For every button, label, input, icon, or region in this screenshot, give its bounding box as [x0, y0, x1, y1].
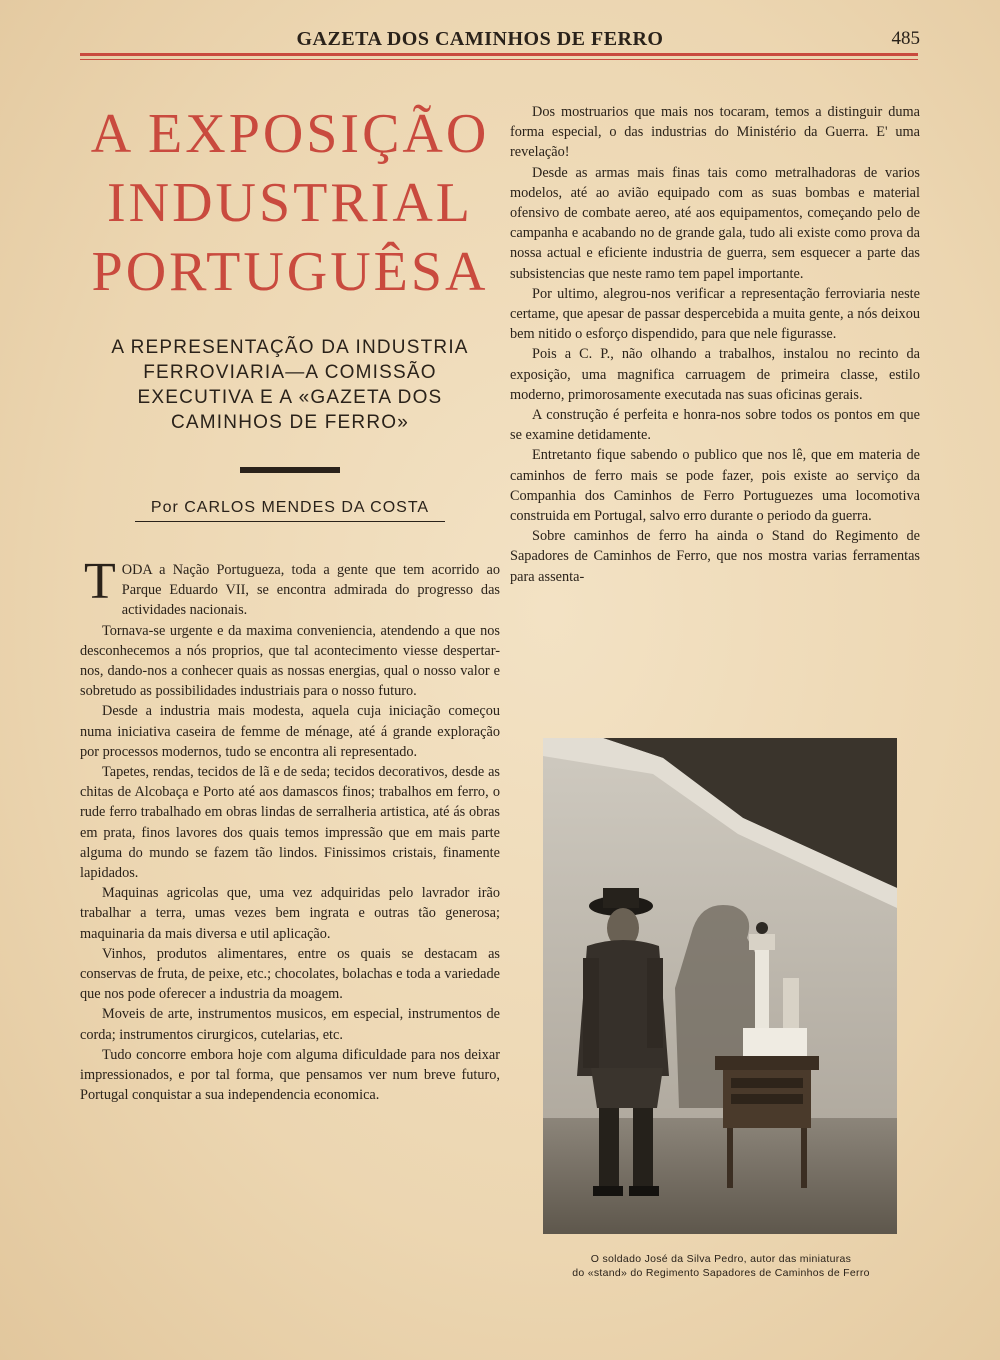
article-subtitle — [80, 335, 500, 435]
caption-line: do «stand» do Regimento Sapadores de Caminhos de Ferro — [572, 1267, 870, 1279]
publication-title: GAZETA DOS CAMINHOS DE FERRO — [296, 28, 664, 50]
paragraph: A construção é perfeita e honra-nos sobre todos os pontos em que se examine detidamente. — [510, 407, 920, 444]
paragraph: Desde a industria mais modesta, aquela cuja iniciação começou numa iniciativa caseira de femme de ménage, até á grande exploração por processos modernos, tudo se encontra ali representado. — [80, 703, 500, 760]
paragraph: Tudo concorre embora hoje com alguma dificuldade para nos deixar impressionados, e por tal forma, que pensamos ver num breve futuro, Portugal conquistar a sua independencia economica. — [80, 1046, 500, 1104]
drop-cap: T — [84, 553, 116, 610]
subtitle-line: EXECUTIVA E A «GAZETA DOS — [137, 387, 443, 408]
article-body-right — [510, 102, 920, 587]
paragraph: Entretanto fique sabendo o publico que nos lê, que em materia de caminhos de ferro mais se pode fazer, pois existe ao serviço da Companhia dos Caminhos de Ferro Portuguezes uma locomotiva construida em Portugal, salvo erro durante o periodo da guerra. — [510, 447, 920, 525]
paragraph: Maquinas agricolas que, uma vez adquiridas pelo lavrador irão trabalhar a terra, umas vezes bem ingrata e outras tão generosa; maquinaria da mais diversa e util aplicação. — [80, 885, 500, 942]
paragraph: Tapetes, rendas, tecidos de lã e de seda; tecidos decorativos, desde as chitas de Alcobaça e Porto até aos damascos finos; trabalhos em ferro, o rude ferro trabalhado em obras lindas de serralheria artistica, até ás obras em prata, finos lavores dos quais temos impressão que em mais parte alguma do mundo se fazem tão lindos. Finissimos cristais, finamente lapidados. — [80, 764, 500, 882]
header-rule-thin — [80, 59, 918, 60]
left-column — [80, 100, 500, 1105]
right-column — [510, 102, 920, 587]
paragraph: Dos mostruarios que mais nos tocaram, temos a distinguir duma forma especial, o das industrias do Ministério da Guerra. E' uma revelação! — [510, 104, 920, 161]
photo-soldier-with-miniatures — [543, 738, 897, 1234]
paragraph: Tornava-se urgente e da maxima conveniencia, atendendo a que nos desconhecemos a nós proprios, que tal acontecimento viesse despertar-nos, dando-nos a conhecer quais as nossas energias, qual o nosso valor e sobretudo as possibilidades industriais para o nosso futuro. — [80, 622, 500, 700]
header-rule — [80, 53, 918, 56]
subtitle-line: FERROVIARIA—A COMISSÃO — [143, 362, 437, 383]
paragraph — [80, 553, 500, 621]
paragraph: Moveis de arte, instrumentos musicos, em especial, instrumentos de corda; instrumentos cirurgicos, cutelarias, etc. — [80, 1006, 500, 1043]
photo-caption — [525, 1252, 917, 1280]
article-body-left — [80, 553, 500, 1105]
paragraph: Sobre caminhos de ferro ha ainda o Stand do Regimento de Sapadores de Caminhos de Ferro, que nos mostra varias ferramentas para assenta- — [510, 528, 920, 585]
caption-line: O soldado José da Silva Pedro, autor das miniaturas — [590, 1253, 852, 1265]
paragraph: Desde as armas mais finas tais como metralhadoras de varios modelos, até ao avião equipado com as suas bombas e material ofensivo de combate aereo, até aos equipamentos, começando pelo de campanha e acabando no de grande gala, tudo ali existe como prova da nossa actual e eficiente industria de guerra, sem esquecer a parte das subsistencias que neste ramo tem papel importante. — [510, 164, 920, 282]
subtitle-line: A REPRESENTAÇÃO DA INDUSTRIA — [111, 337, 469, 358]
article-photo — [543, 738, 897, 1234]
page-number: 485 — [891, 28, 920, 49]
title-line: PORTUGUÊSA — [91, 241, 489, 303]
paragraph: Pois a C. P., não olhando a trabalhos, instalou no recinto da exposição, uma magnifica carruagem de primeira classe, estilo moderno, primorosamente executada nas suas oficinas gerais. — [510, 346, 920, 403]
paragraph-text: ODA a Nação Portugueza, toda a gente que tem acorrido ao Parque Eduardo VII, se encontra admirada do progresso das actividades nacionais. — [121, 562, 500, 619]
subtitle-line: CAMINHOS DE FERRO» — [170, 412, 409, 433]
byline: Por CARLOS MENDES DA COSTA — [135, 499, 445, 522]
title-line: A EXPOSIÇÃO — [90, 103, 490, 165]
title-divider — [240, 467, 340, 473]
paragraph: Por ultimo, alegrou-nos verificar a representação ferroviaria neste certame, que apesar de passar despercebida a muita gente, a nós deixou bem nitido o esforço dispendido, para que nele figurasse. — [510, 285, 920, 343]
paragraph: Vinhos, produtos alimentares, entre os quais se destacam as conservas de fruta, de peixe, etc.; chocolates, bolachas e toda a variedade que nos pode oferecer a industria da moagem. — [80, 945, 500, 1003]
title-line: INDUSTRIAL — [107, 172, 473, 234]
article-title — [80, 100, 500, 307]
